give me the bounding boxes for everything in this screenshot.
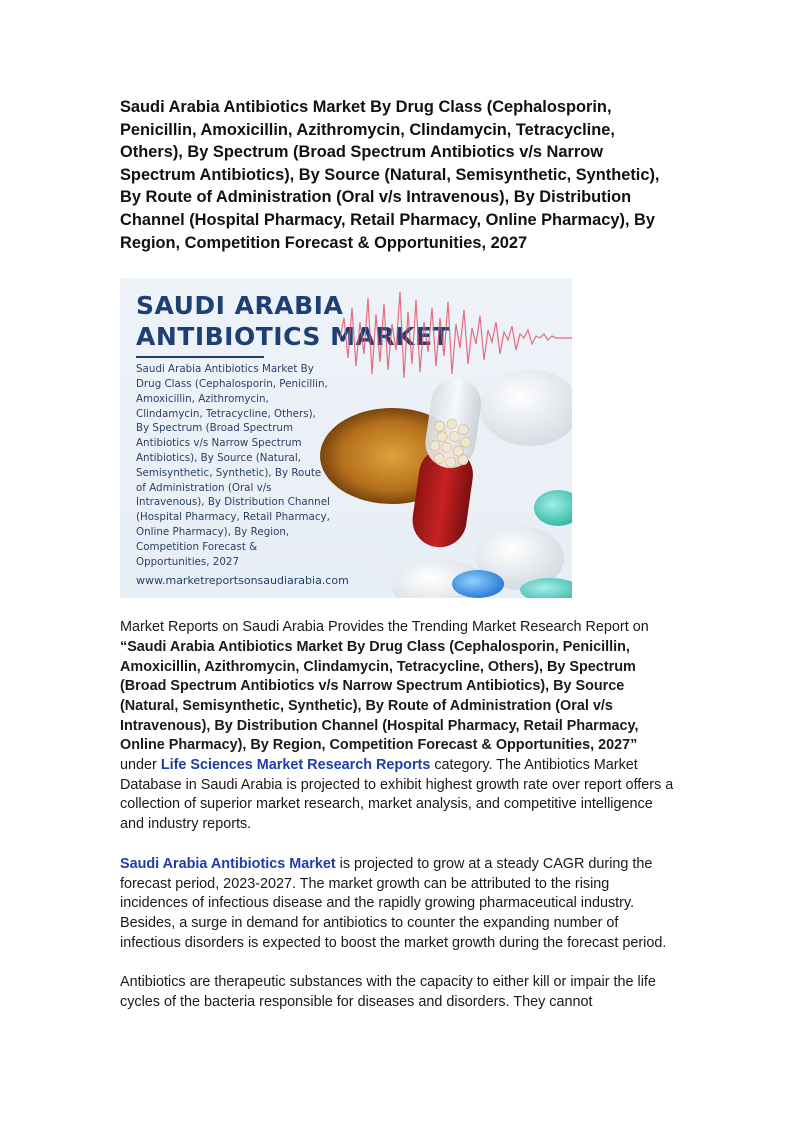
waveform-graphic — [340, 292, 572, 378]
pills-illustration — [320, 278, 572, 598]
market-growth-paragraph — [120, 855, 676, 954]
under-text: under — [120, 757, 161, 774]
document-page — [120, 96, 676, 1013]
banner-heading-line2: ANTIBIOTICS MARKET — [136, 322, 451, 352]
intro-text: Market Reports on Saudi Arabia Provides the Trending Market Research Report on — [120, 619, 649, 636]
banner-url: www.marketreportsonsaudiarabia.com — [136, 574, 349, 588]
banner-heading-line1: SAUDI ARABIA — [136, 291, 344, 321]
antibiotics-definition-paragraph: Antibiotics are therapeutic substances with the capacity to either kill or impair the life cycles of the bacteria responsible for diseases and disorders. They cannot — [120, 974, 656, 1011]
intro-paragraph — [120, 618, 676, 835]
life-sciences-category-link[interactable]: Life Sciences Market Research Reports — [160, 757, 431, 774]
market-growth-text: is projected to grow at a steady CAGR during the forecast period, 2023-2027. The market growth can be attributed to the rising incidences of infectious disease and the rapidly growing pharmaceutical industry. Besides, a surge in demand for antibiotics to counter the expanding number of infectious disorders is expected to boost the market growth during the forecast period. — [120, 855, 667, 951]
banner-divider — [136, 356, 264, 358]
antibiotics-market-link[interactable]: Saudi Arabia Antibiotics Market — [120, 855, 336, 872]
banner-description: Saudi Arabia Antibiotics Market By Drug Class (Cephalosporin, Penicillin, Amoxicillin, Azithromycin, Clindamycin, Tetracycline, Others), By Spectrum (Broad Spectrum Antibiotics v/s Narrow Spectrum Antibiotics), By Source (Natural, Semisynthetic, Synthetic), By Route of Administration (Oral v/s Intravenous), By Distribution Channel (Hospital Pharmacy, Retail Pharmacy, Online Pharmacy), By Region, Competition Forecast & Opportunities, 2027 — [136, 363, 330, 568]
report-banner-image — [120, 278, 572, 598]
intro-rest-text: category. The Antibiotics Market Database in Saudi Arabia is projected to exhibit highest growth rate over report offers a collection of superior market research, market analysis, and competitive intelligence and industry reports. — [120, 757, 674, 833]
quoted-report-title: “Saudi Arabia Antibiotics Market By Drug Class (Cephalosporin, Penicillin, Amoxicillin, Azithromycin, Clindamycin, Tetracycline, Others), By Spectrum (Broad Spectrum Antibiotics v/s Narrow Spectrum Antibiotics), By Source (Natural, Semisynthetic, Synthetic), By Route of Administration (Oral v/s Intravenous), By Distribution Channel (Hospital Pharmacy, Retail Pharmacy, Online Pharmacy), By Region, Competition Forecast & Opportunities, 2027” — [120, 638, 639, 754]
document-title: Saudi Arabia Antibiotics Market By Drug Class (Cephalosporin, Penicillin, Amoxicillin, Azithromycin, Clindamycin, Tetracycline, Others), By Spectrum (Broad Spectrum Antibiotics v/s Narrow Spectrum Antibiotics), By Source (Natural, Semisynthetic, Synthetic), By Route of Administration (Oral v/s Intravenous), By Distribution Channel (Hospital Pharmacy, Retail Pharmacy, Online Pharmacy), By Region, Competition Forecast & Opportunities, 2027 — [120, 98, 660, 252]
